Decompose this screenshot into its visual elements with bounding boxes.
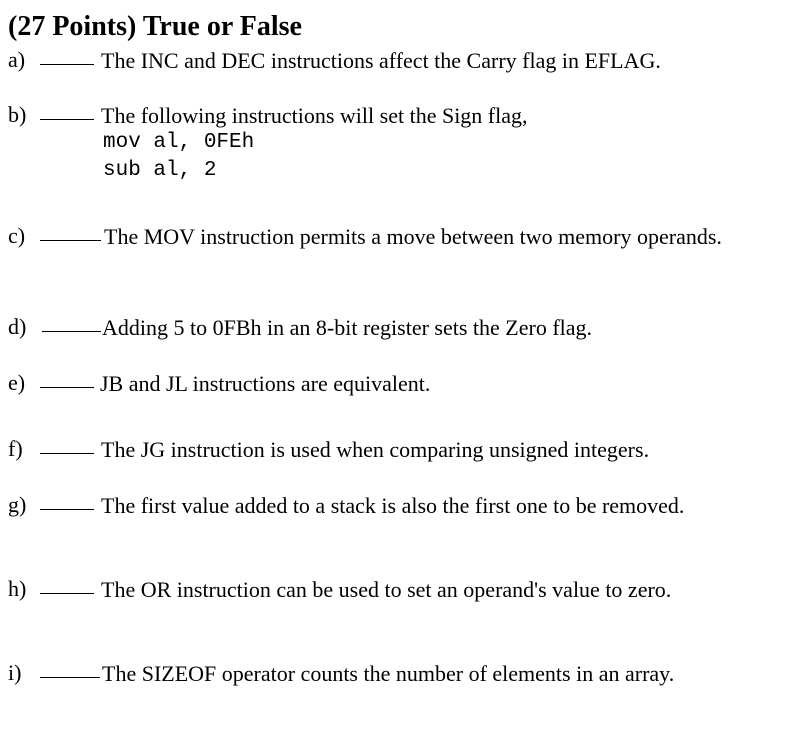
question-text: The OR instruction can be used to set an operand's value to zero.: [101, 577, 672, 602]
question-text: The SIZEOF operator counts the number of elements in an array.: [102, 661, 675, 686]
page-title: (27 Points) True or False: [8, 11, 302, 42]
question-text: The JG instruction is used when comparing unsigned integers.: [101, 437, 650, 462]
question-text: JB and JL instructions are equivalent.: [100, 371, 431, 396]
question-letter: h): [8, 576, 27, 601]
question-letter: c): [8, 223, 26, 248]
question-letter: f): [8, 436, 23, 461]
answer-blank[interactable]: [40, 659, 100, 678]
question-text: Adding 5 to 0FBh in an 8-bit register sets the Zero flag.: [102, 315, 593, 340]
question-text: The first value added to a stack is also the first one to be removed.: [101, 493, 685, 518]
answer-blank[interactable]: [40, 101, 94, 120]
answer-blank[interactable]: [40, 369, 94, 388]
answer-blank[interactable]: [40, 575, 94, 594]
question-text: The MOV instruction permits a move between two memory operands.: [104, 224, 722, 249]
answer-blank[interactable]: [40, 46, 94, 65]
question-letter: e): [8, 370, 26, 395]
question-text: The INC and DEC instructions affect the Carry flag in EFLAG.: [101, 48, 661, 73]
question-letter: g): [8, 492, 27, 517]
question-letter: a): [8, 47, 26, 72]
answer-blank[interactable]: [40, 491, 94, 510]
question-letter: d): [8, 314, 27, 339]
question-letter: i): [8, 660, 22, 685]
answer-blank[interactable]: [40, 222, 101, 241]
code-line: mov al, 0FEh: [103, 131, 255, 154]
question-letter: b): [8, 102, 27, 127]
answer-blank[interactable]: [40, 435, 94, 454]
code-line: sub al, 2: [103, 159, 217, 182]
answer-blank[interactable]: [42, 313, 101, 332]
question-text: The following instructions will set the Sign flag,: [101, 103, 528, 128]
